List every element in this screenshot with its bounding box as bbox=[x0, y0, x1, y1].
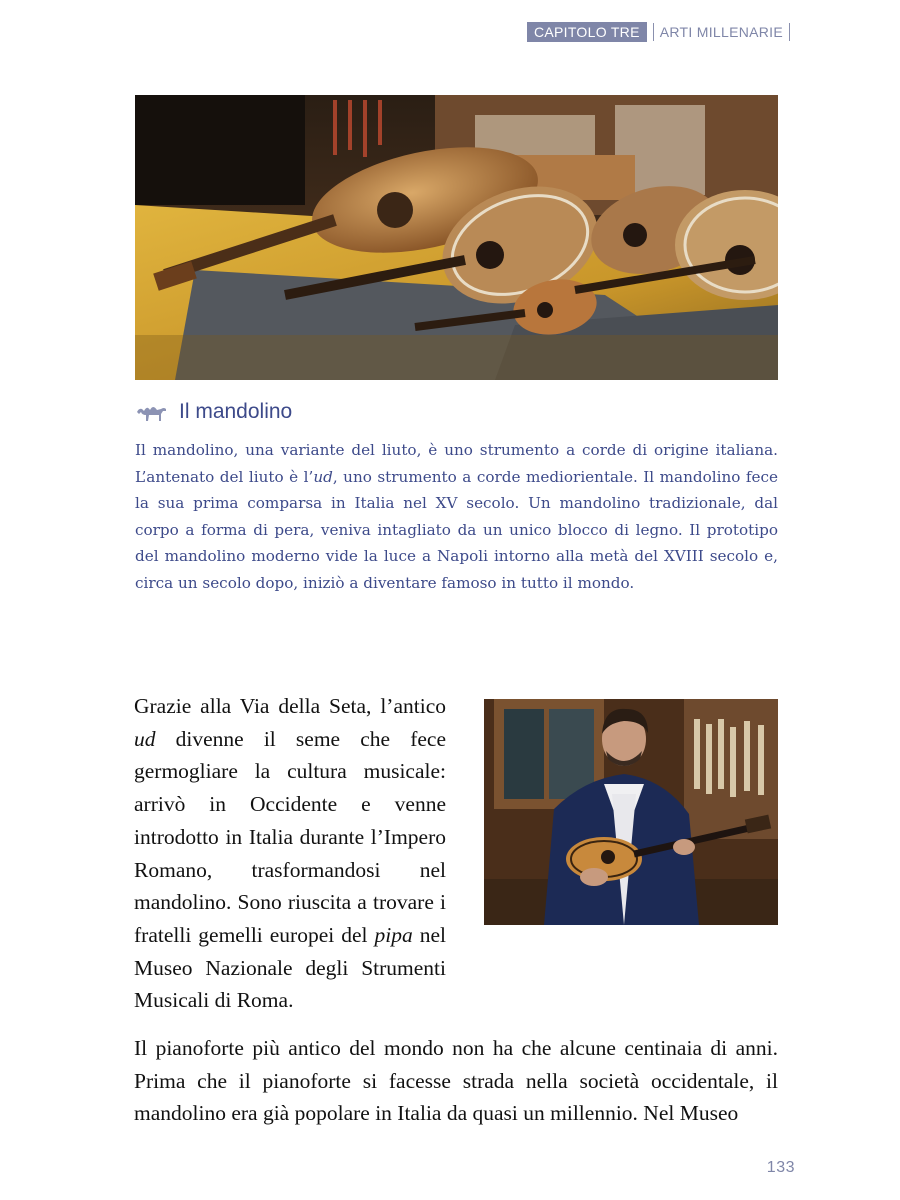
hero-photo-mandolins bbox=[135, 95, 778, 380]
page-number: 133 bbox=[766, 1159, 795, 1176]
header-divider-end bbox=[789, 23, 790, 41]
camel-icon bbox=[135, 402, 169, 422]
body-paragraph: Il pianoforte più antico del mondo non ha che alcune centinaia di anni. Prima che il pianoforte si facesse strada nella società occidentale, il mandolino era già popolare in Italia da quasi un millennio. Nel Museo bbox=[134, 1036, 778, 1126]
inset-photo-mandolin-player bbox=[484, 699, 778, 925]
section-heading bbox=[135, 398, 292, 426]
section-label: ARTI MILLENARIE bbox=[659, 24, 783, 40]
running-header bbox=[527, 22, 796, 42]
intro-paragraph: Il mandolino, una variante del liuto, è uno strumento a corde di origine italiana. L’antenato del liuto è l’ud, uno strumento a corde mediorientale. Il mandolino fece la sua prima comparsa in Italia nel XV secolo. Un mandolino tradizionale, dal corpo a forma di pera, veniva intagliato da un unico blocco di legno. Il prototipo del mandolino moderno vide la luce a Napoli intorno alla metà del XVIII secolo e, circa un secolo dopo, iniziò a diventare famoso in tutto il mondo. bbox=[135, 441, 779, 592]
chapter-label: CAPITOLO TRE bbox=[527, 22, 647, 42]
section-title: Il mandolino bbox=[179, 400, 293, 423]
header-divider bbox=[653, 23, 654, 41]
column-paragraph: Grazie alla Via della Seta, l’antico ud divenne il seme che fece germogliare la cultura musicale: arrivò in Occidente e venne introdotto in Italia durante l’Impero Romano, trasformandosi nel mandolino. Sono riuscita a trovare i fratelli gemelli europei del pipa nel Museo Nazionale degli Strumenti Musicali di Roma. bbox=[134, 694, 446, 1013]
